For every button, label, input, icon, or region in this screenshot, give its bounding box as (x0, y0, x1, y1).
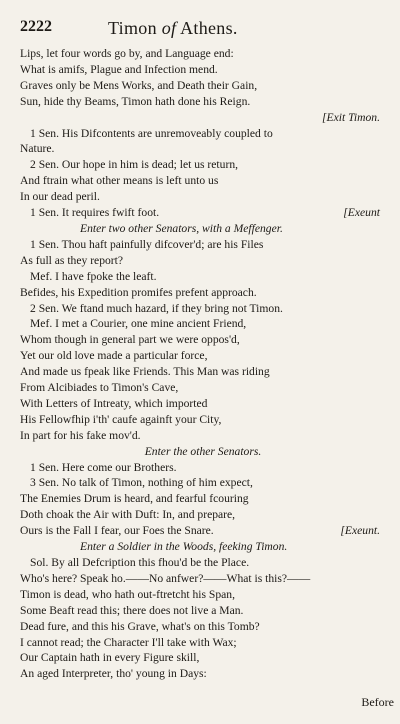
text-line: As full as they report? (20, 253, 124, 267)
speech-line: 2 Sen. Our hope in him is dead; let us return, (30, 158, 239, 172)
text-line: Befides, his Expedition promifes prefent approach. (20, 285, 257, 299)
exeunt-direction: [Exeunt (343, 206, 380, 220)
page-header (20, 18, 386, 40)
text-line: In part for his fake mov'd. (20, 428, 141, 442)
text-line: Some Beaft read this; there does not live a Man. (20, 603, 244, 617)
text-line: Whom though in general part we were oppos'd, (20, 333, 240, 347)
text-line: Who's here? Speak ho.——No anfwer?——What is this?—— (20, 571, 311, 585)
text-line: Yet our old love made a particular force, (20, 349, 208, 363)
speech-line: 1 Sen. Thou haft painfully difcover'd; are his Files (30, 237, 264, 251)
text-line: Our Captain hath in every Figure skill, (20, 651, 200, 665)
text-line: Graves only be Mens Works, and Death their Gain, (20, 78, 258, 92)
page-number: 2222 (20, 18, 52, 35)
text-line: An aged Interpreter, tho' young in Days: (20, 667, 207, 681)
speech-line: Mef. I have fpoke the leaft. (30, 269, 157, 283)
text-line: The Enemies Drum is heard, and fearful fcouring (20, 492, 249, 506)
text-line: I cannot read; the Character I'll take with Wax; (20, 635, 237, 649)
text-line: Dead fure, and this his Grave, what's on this Tomb? (20, 619, 260, 633)
exit-direction: [Exit Timon. (322, 110, 380, 124)
text-line: Doth choak the Air with Duft: In, and prepare, (20, 508, 236, 522)
exeunt-direction: [Exeunt. (340, 524, 380, 538)
text-line: And made us fpeak like Friends. This Man was riding (20, 365, 270, 379)
speech-line: Mef. I met a Courier, one mine ancient Friend, (30, 317, 247, 331)
speech-line: 3 Sen. No talk of Timon, nothing of him expect, (30, 476, 253, 490)
text-line: Timon is dead, who hath out-ftretcht his Span, (20, 587, 236, 601)
catchword: Before (361, 695, 394, 709)
text-line: From Alcibiades to Timon's Cave, (20, 381, 179, 395)
text-line: Nature. (20, 142, 55, 156)
speech-line: 1 Sen. Here come our Brothers. (30, 460, 177, 474)
text-line: In our dead peril. (20, 190, 100, 204)
speech-line: 2 Sen. We ftand much hazard, if they bring not Timon. (30, 301, 283, 315)
speech-line: Sol. By all Defcription this fhou'd be the Place. (30, 556, 250, 569)
running-title: Timon of Athens. (108, 18, 238, 38)
text-line: Ours is the Fall I fear, our Foes the Snare. [Exeunt. (20, 524, 380, 538)
play-text (20, 46, 386, 682)
text-line: And ftrain what other means is left unto us (20, 174, 219, 188)
text-line: His Fellowfhip i'th' caufe againft your City, (20, 412, 222, 426)
stage-direction: Enter the other Senators. (144, 444, 262, 458)
speech-line: 1 Sen. His Difcontents are unremoveably coupled to (30, 126, 273, 140)
stage-direction: Enter two other Senators, with a Meffenger. (80, 221, 283, 235)
text-line: Sun, hide thy Beams, Timon hath done his Reign. (20, 94, 251, 108)
text-line: Lips, let four words go by, and Language end: (20, 47, 234, 60)
stage-direction: Enter a Soldier in the Woods, feeking Timon. (80, 540, 288, 554)
text-line: With Letters of Intreaty, which imported (20, 396, 208, 410)
text-line: What is amifs, Plague and Infection mend. (20, 62, 218, 76)
speech-line: 1 Sen. It requires fwift foot. [Exeunt (30, 206, 380, 220)
